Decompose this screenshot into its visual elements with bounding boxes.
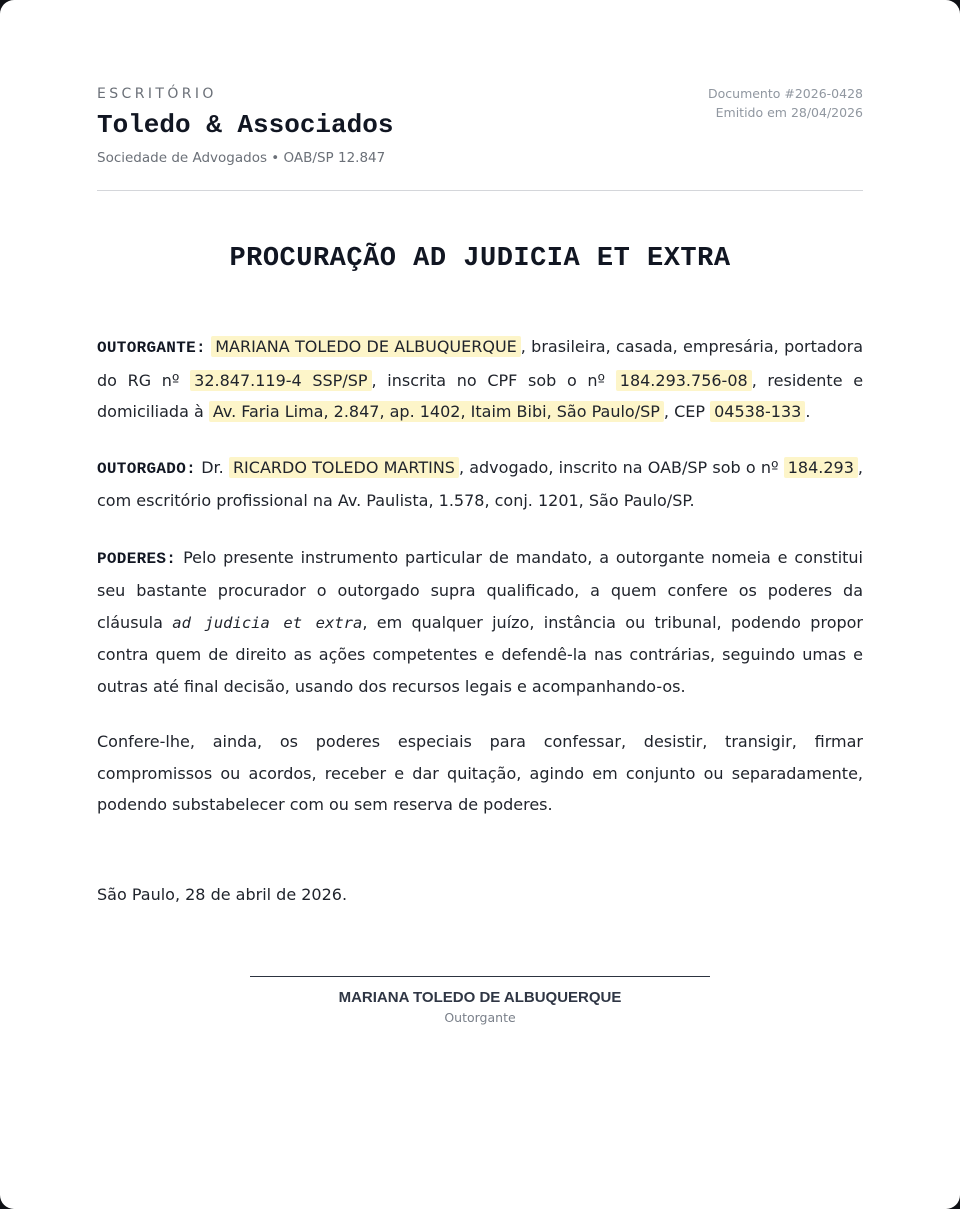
issue-date: Emitido em 28/04/2026 [715,105,863,120]
document-meta [708,84,863,122]
outorgante-cpf: 184.293.756-08 [616,370,752,391]
poderes-text-2: , em qualquer juízo, instância ou tribunal, podendo propor contra quem de direito as ações competentes e defendê-la nas contrárias, seguindo umas e outras até final decisão, usando dos recursos legais e acompanhando-os. [97,612,864,696]
outorgante-cep: 04538-133 [710,401,805,422]
signature-block [250,976,710,1026]
outorgante-paragraph [97,331,863,428]
outorgado-text-2: , com escritório profissional na Av. Paulista, 1.578, conj. 1201, São Paulo/SP. [97,457,863,510]
outorgante-text-5: . [805,402,811,421]
outorgado-paragraph [97,452,863,517]
poderes-paragraph [97,542,863,703]
outorgado-label: OUTORGADO: [97,459,197,478]
outorgante-label: OUTORGANTE: [97,339,206,357]
firm-name: Toledo & Associados [97,110,394,140]
poderes-clause: ad judicia et extra [172,613,363,632]
signer-role: Outorgante [444,1009,516,1025]
document-title: PROCURAÇÃO AD JUDICIA ET EXTRA [229,244,731,274]
outorgante-text-2: , inscrita no CPF sob o nº [371,370,606,390]
outorgante-text-1: , brasileira, casada, empresária, portadora do RG nº [97,337,863,390]
outorgado-name: RICARDO TOLEDO MARTINS [229,457,459,478]
document-number: Documento #2026-0428 [708,86,863,101]
outorgado-text-1: , advogado, inscrito na OAB/SP sob o nº [458,457,779,477]
signer-name: MARIANA TOLEDO DE ALBUQUERQUE [338,988,622,1006]
special-powers-paragraph: Confere-lhe, ainda, os poderes especiais para confessar, desistir, transigir, firmar compromissos ou acordos, receber e dar quitação, agindo em conjunto ou separadamente, podendo substabelecer com ou sem reserva de poderes. [97,732,863,814]
outorgante-rg: 32.847.119-4 SSP/SP [190,370,371,391]
outorgante-text-4: , CEP [663,402,705,421]
letterhead [97,0,863,191]
outorgante-text-3: , residente e domiciliada à [97,370,864,421]
outorgado-oab: 184.293 [784,457,858,478]
outorgante-address: Av. Faria Lima, 2.847, ap. 1402, Itaim Bibi, São Paulo/SP [209,401,664,422]
firm-subtitle: Sociedade de Advogados • OAB/SP 12.847 [97,150,386,166]
firm-eyebrow: ESCRITÓRIO [97,86,217,102]
poderes-text-1: Pelo presente instrumento particular de mandato, a outorgante nomeia e constitui seu bastante procurador o outorgado supra qualificado, a quem confere os poderes da cláusula [97,547,864,632]
poderes-label: PODERES: [97,549,177,568]
outorgado-prefix: Dr. [201,457,224,477]
outorgante-name: MARIANA TOLEDO DE ALBUQUERQUE [211,336,521,357]
place-and-date: São Paulo, 28 de abril de 2026. [97,884,348,904]
signature-line [250,976,710,977]
